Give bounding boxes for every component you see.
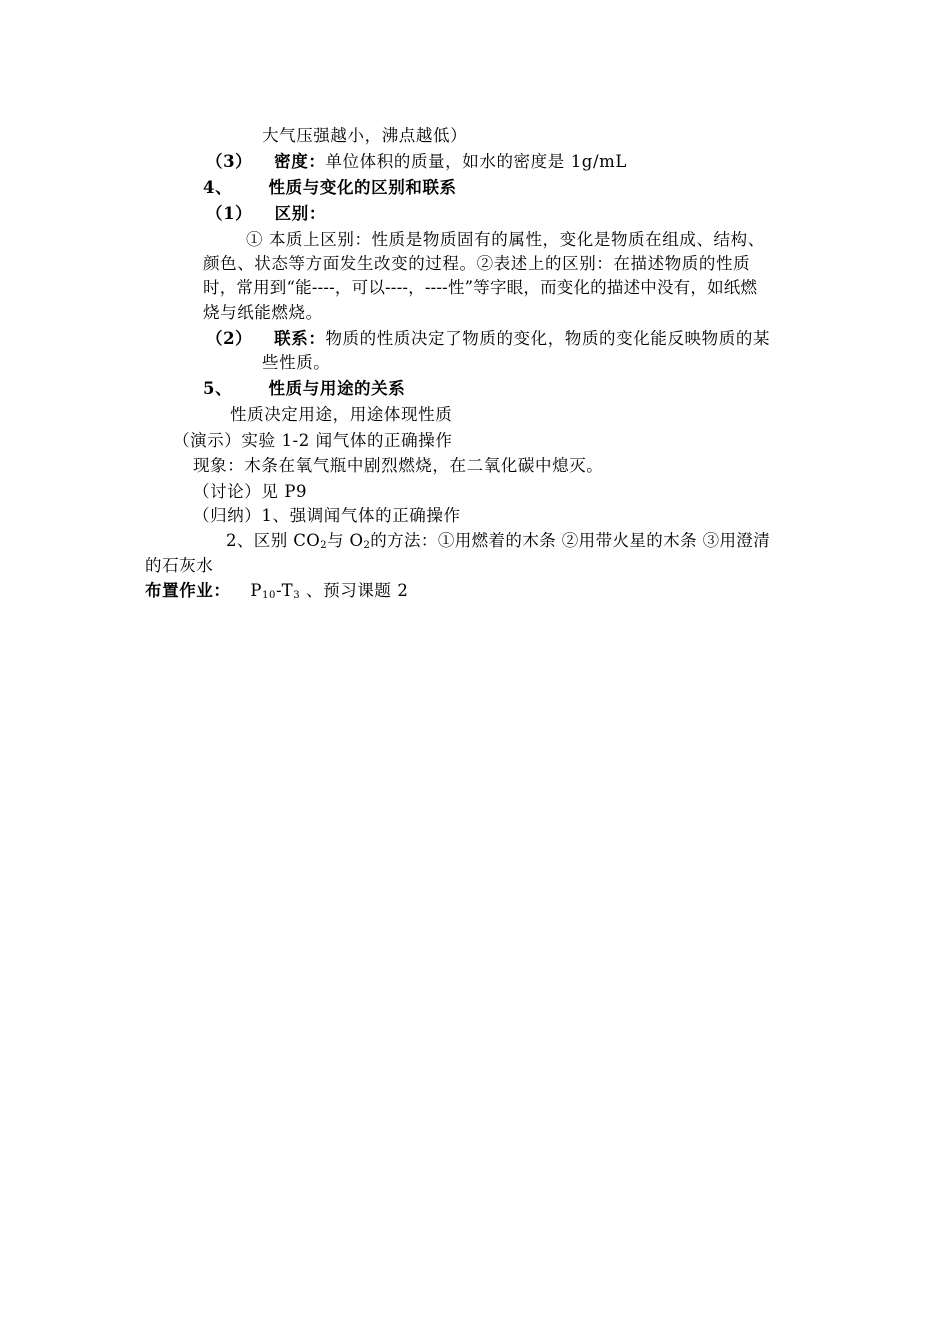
term-label: 密度： (274, 152, 326, 171)
subsection-density (206, 149, 627, 175)
subscript: 10 (262, 590, 276, 601)
homework-label: 布置作业： (145, 581, 231, 600)
subscript: 3 (293, 590, 301, 601)
section-heading-5 (203, 376, 405, 402)
item-number: （1） (206, 204, 253, 223)
paragraph-line: ① 本质上区别：性质是物质固有的属性，变化是物质在组成、结构、 (246, 230, 765, 249)
subsection-title: 区别： (274, 204, 326, 223)
section-heading-4 (203, 175, 457, 201)
term-text: 物质的性质决定了物质的变化，物质的变化能反映物质的某 (325, 329, 771, 348)
paragraph-line: （归纳）1、强调闻气体的正确操作 (193, 506, 461, 525)
paragraph-line: 些性质。 (262, 353, 331, 372)
text-segment: 的方法：①用燃着的木条 ②用带火星的木条 ③用澄清 (370, 531, 771, 550)
subsection-heading-difference (206, 201, 326, 227)
text-segment: P (250, 581, 263, 600)
paragraph-line (226, 528, 770, 554)
paragraph-line: （演示）实验 1-2 闻气体的正确操作 (173, 431, 453, 450)
paragraph-line: 烧与纸能燃烧。 (203, 303, 323, 322)
subscript: 2 (320, 540, 327, 551)
item-number: （2） (206, 329, 253, 348)
paragraph-line: 现象：木条在氧气瓶中剧烈燃烧，在二氧化碳中熄灭。 (193, 456, 604, 475)
section-title: 性质与用途的关系 (268, 379, 406, 398)
term-label: 联系： (274, 329, 326, 348)
text-segment: 与 O (326, 531, 364, 550)
subsection-relation (206, 326, 770, 352)
paragraph-line: 颜色、状态等方面发生改变的过程。②表述上的区别：在描述物质的性质 (203, 254, 751, 273)
term-text: 单位体积的质量，如水的密度是 1g/mL (325, 152, 627, 171)
section-title: 性质与变化的区别和联系 (268, 178, 457, 197)
paragraph-line: 时，常用到“能----，可以----，----性”等字眼，而变化的描述中没有，如纸燃 (203, 278, 758, 297)
subscript: 2 (363, 540, 371, 551)
paragraph-line: 的石灰水 (145, 556, 214, 575)
item-number: （3） (206, 152, 253, 171)
text-segment: -T (276, 581, 294, 600)
section-number: 5、 (203, 379, 233, 398)
text-segment: 2、区别 CO (226, 531, 321, 550)
text-segment: 、预习课题 2 (300, 581, 409, 600)
homework-line (145, 578, 408, 604)
paragraph-line: 大气压强越小，沸点越低） (262, 126, 468, 145)
paragraph-line: 性质决定用途，用途体现性质 (230, 405, 453, 424)
paragraph-line: （讨论）见 P9 (193, 482, 308, 501)
section-number: 4、 (203, 178, 233, 197)
